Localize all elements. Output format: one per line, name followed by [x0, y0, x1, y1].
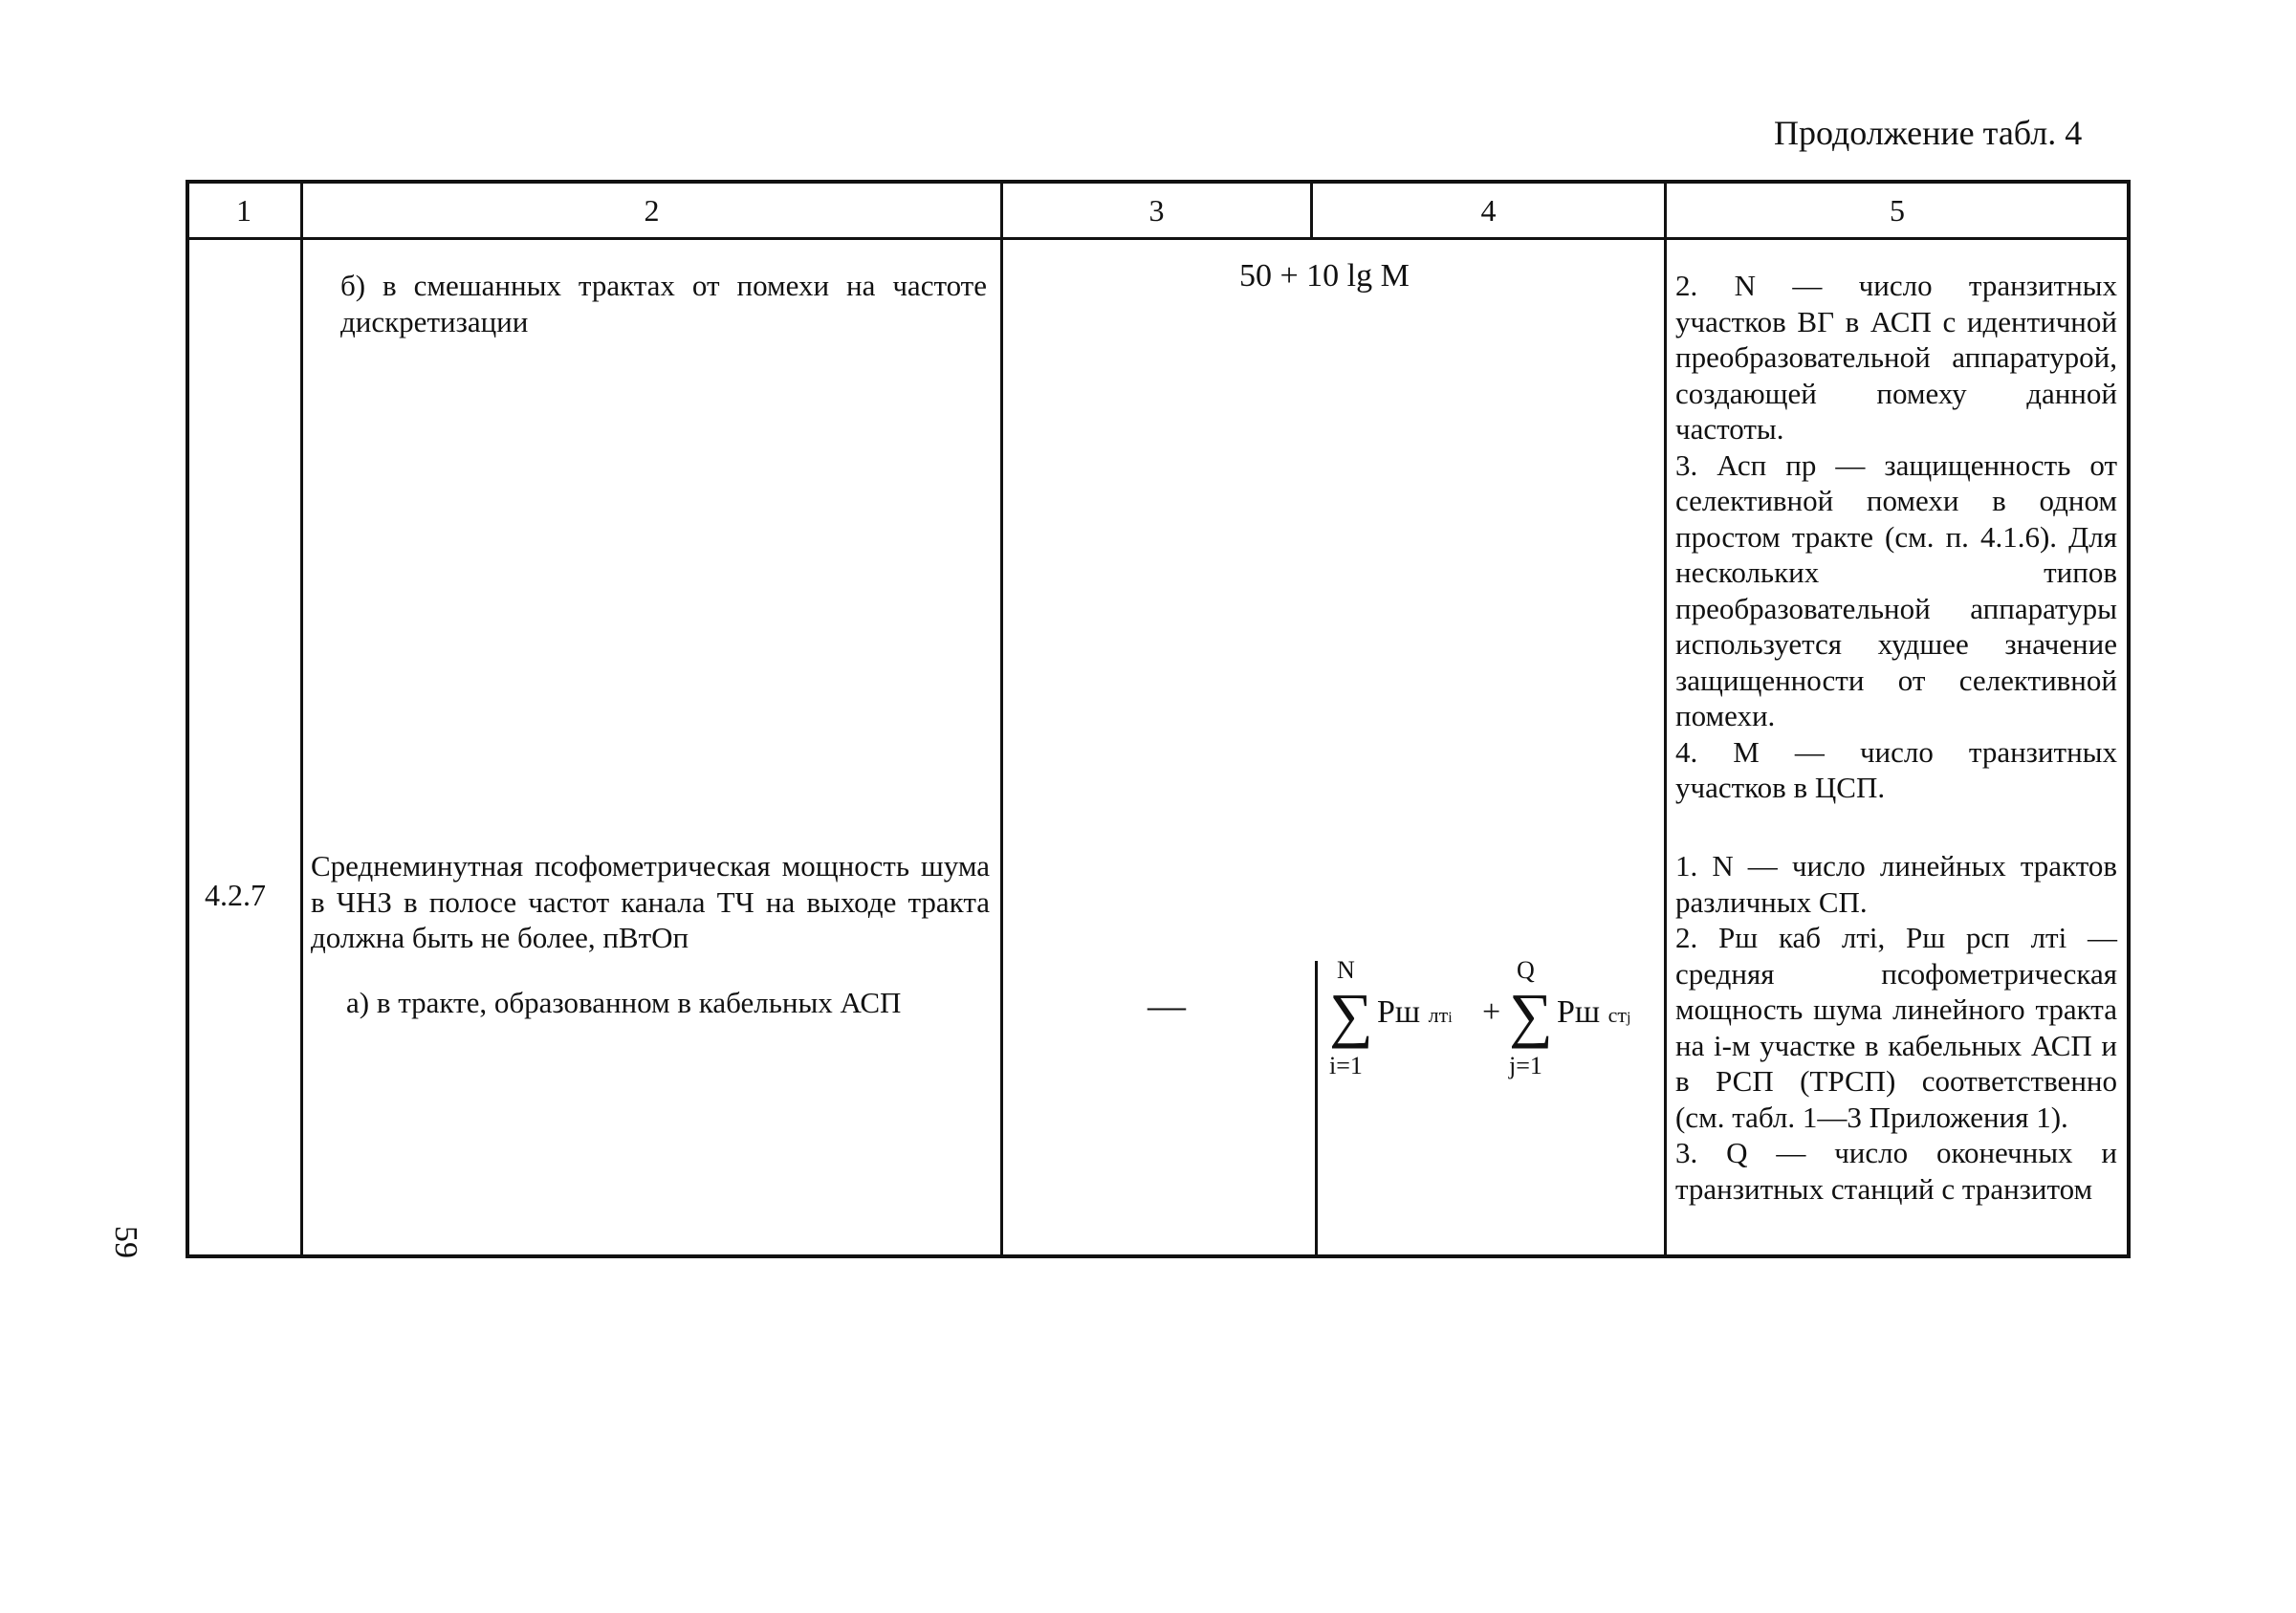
- sum2-lower: j=1: [1509, 1052, 1542, 1079]
- formula-term-2: Рш стj: [1557, 994, 1631, 1030]
- row-b-notes: [1675, 268, 2117, 806]
- row-427-notes: [1675, 848, 2117, 1207]
- header-col-4: 4: [1480, 193, 1497, 228]
- row-427-note-1: 1. N — число линейных трактов различных СП.: [1675, 849, 2117, 919]
- col-divider-3-4-lower: [1315, 961, 1318, 1258]
- formula-term-1: Рш лтi: [1377, 994, 1453, 1030]
- row-b-note-2: 2. N — число транзитных участков ВГ в АСП с идентичной преобразовательной аппаратурой, создающей помеху данной частоты.: [1675, 269, 2117, 446]
- row-427-description: Среднеминутная псофометрическая мощность шума в ЧНЗ в полосе частот канала ТЧ на выходе тракта должна быть не более, пВтОп: [311, 849, 990, 954]
- row-b-note-4: 4. М — число транзитных участков в ЦСП.: [1675, 734, 2117, 804]
- row-427-sub-a: а) в тракте, образованном в кабельных АСП: [346, 986, 902, 1019]
- sum1-upper: N: [1337, 956, 1355, 984]
- sum2-upper: Q: [1517, 956, 1535, 984]
- page-number: 59: [108, 1226, 143, 1258]
- row-427-note-2: 2. Рш каб лтi, Рш рсп лтi — средняя псофометрическая мощность шума линейного тракта на i-м участке в кабельных АСП и в РСП (ТРСП) соответственно (см. табл. 1—3 Приложения 1).: [1675, 921, 2117, 1134]
- header-col-2: 2: [644, 193, 660, 228]
- row-b-description: б) в смешанных трактах от помехи на частоте дискретизации: [340, 269, 987, 338]
- sum1-lower: i=1: [1329, 1052, 1363, 1079]
- sum1-sigma: ∑: [1329, 981, 1373, 1049]
- row-427-number: 4.2.7: [205, 878, 266, 912]
- row-b-value: 50 + 10 lg M: [1239, 258, 1410, 294]
- col-divider-1-2: [300, 180, 303, 1258]
- continuation-label: Продолжение табл. 4: [1774, 114, 2083, 152]
- col-divider-4-5: [1664, 180, 1667, 1258]
- formula-plus: +: [1482, 994, 1501, 1030]
- header-col-5: 5: [1890, 193, 1905, 228]
- header-col-1: 1: [236, 193, 251, 228]
- header-separator: [186, 237, 2131, 240]
- row-b-note-3: 3. Асп пр — защищенность от селективной помехи в одном простом тракте (см. п. 4.1.6). Для нескольких типов преобразовательной аппаратуры используется худшее значение защищенности от селективной помехи.: [1675, 447, 2117, 732]
- row-427-col3-value: —: [1148, 984, 1186, 1027]
- sum2-sigma: ∑: [1509, 981, 1553, 1049]
- row-427-note-3: 3. Q — число оконечных и транзитных станций с транзитом: [1675, 1136, 2117, 1206]
- col-divider-2-3: [1000, 180, 1003, 1258]
- header-col-3: 3: [1148, 193, 1165, 228]
